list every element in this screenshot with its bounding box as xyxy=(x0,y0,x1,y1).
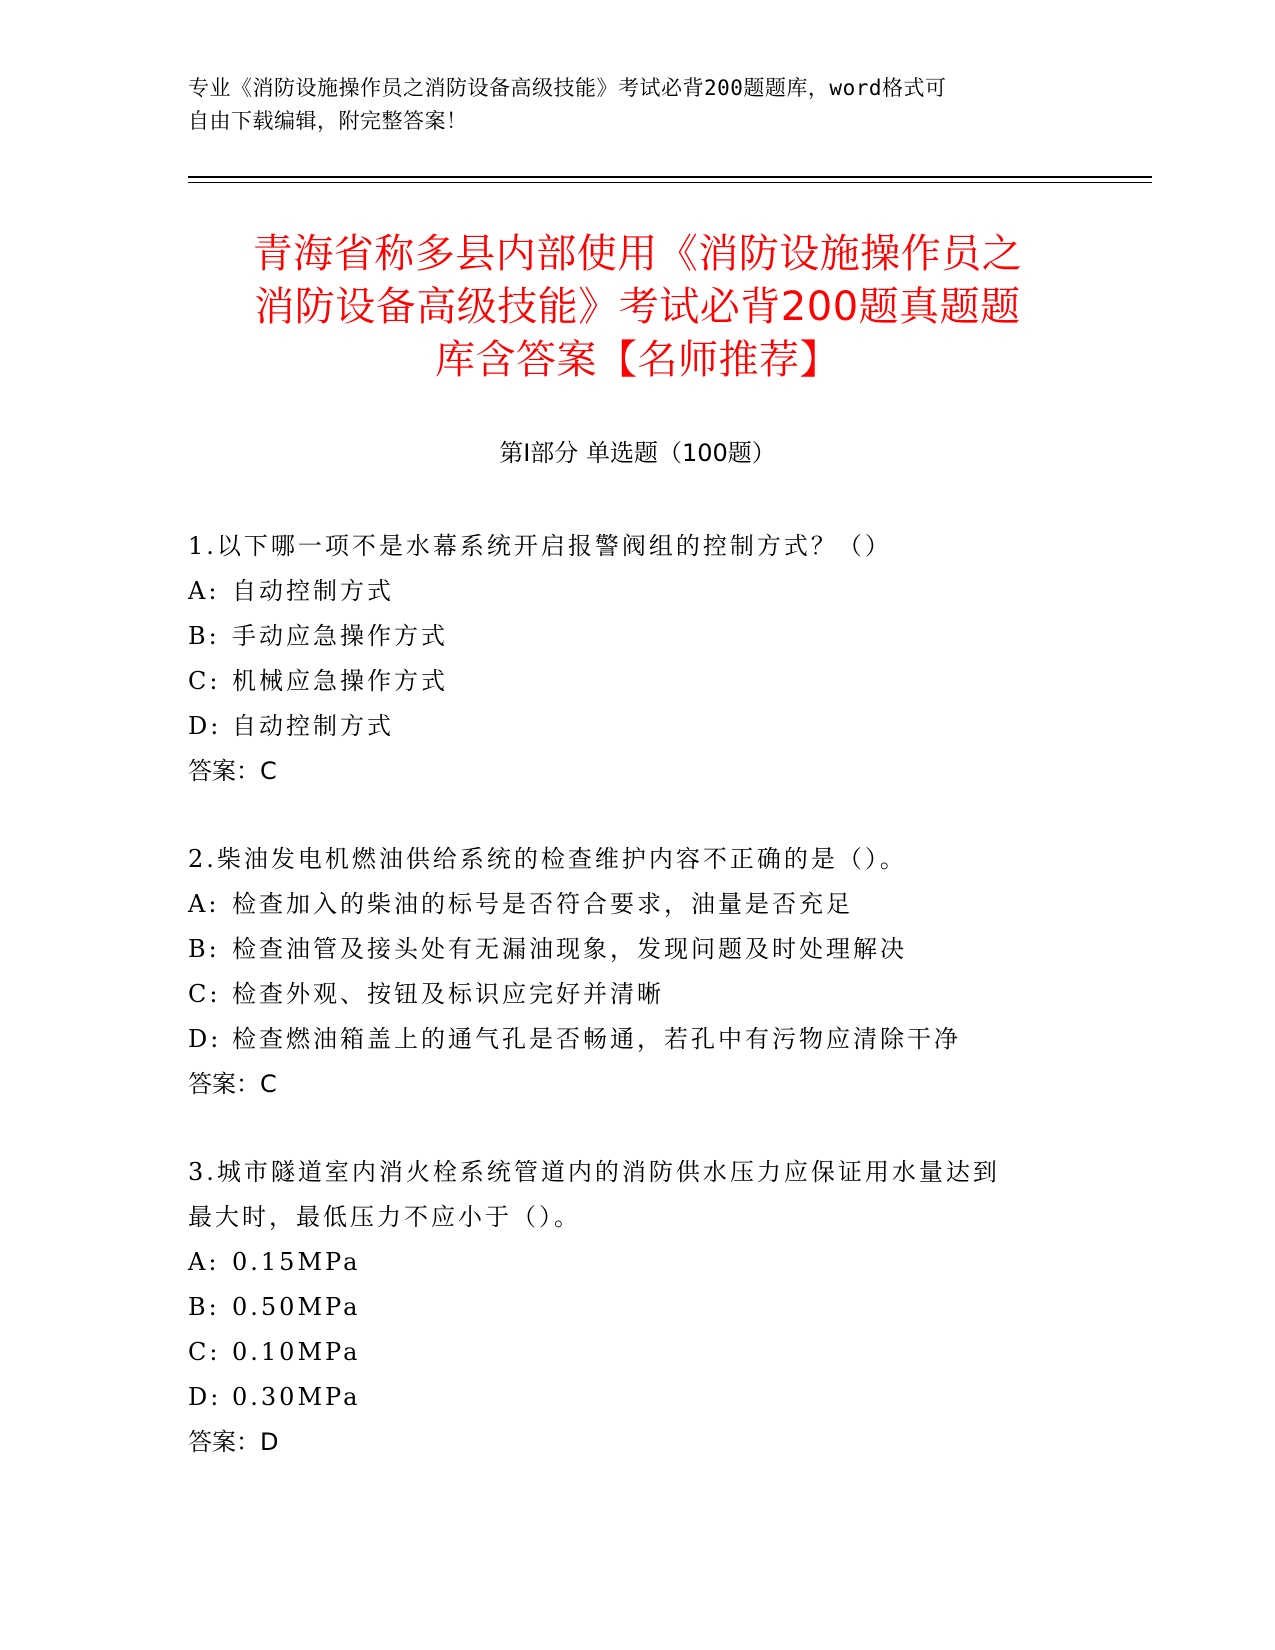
option-text: 手动应急操作方式 xyxy=(232,622,448,650)
title-line-1: 青海省称多县内部使用《消防设施操作员之 xyxy=(252,231,1023,277)
option-key: D: xyxy=(188,1025,222,1053)
answer: 答案：C xyxy=(188,757,277,785)
option-c xyxy=(188,972,1088,1017)
option-d xyxy=(188,704,1088,749)
option-key: A: xyxy=(188,577,220,605)
option-d xyxy=(188,1375,1088,1420)
question-list xyxy=(188,524,1088,1508)
option-key: D: xyxy=(188,712,222,740)
option-key: B: xyxy=(188,935,220,963)
document-title xyxy=(150,228,1125,387)
header-note-line-1: 专业《消防设施操作员之消防设备高级技能》考试必背200题题库，word格式可 xyxy=(188,76,947,100)
option-text: 0.15MPa xyxy=(232,1248,361,1276)
header-note-line-2: 自由下载编辑，附完整答案！ xyxy=(188,109,468,133)
option-key: C: xyxy=(188,980,221,1008)
header-note xyxy=(188,72,1068,138)
question-3 xyxy=(188,1150,1088,1465)
option-text: 检查油管及接头处有无漏油现象，发现问题及时处理解决 xyxy=(232,935,907,963)
section-title: 第Ⅰ部分 单选题（100题） xyxy=(499,439,776,467)
option-d xyxy=(188,1017,1088,1062)
option-text: 0.50MPa xyxy=(232,1293,361,1321)
option-key: A: xyxy=(188,890,220,918)
question-stem: 2.柴油发电机燃油供给系统的检查维护内容不正确的是（）。 xyxy=(188,845,907,873)
option-key: C: xyxy=(188,667,221,695)
option-a xyxy=(188,882,1088,927)
option-a xyxy=(188,1240,1088,1285)
question-1 xyxy=(188,524,1088,794)
option-text: 检查外观、按钮及标识应完好并清晰 xyxy=(232,980,664,1008)
option-key: B: xyxy=(188,622,220,650)
option-text: 自动控制方式 xyxy=(232,712,394,740)
question-stem-line-2: 最大时，最低压力不应小于（）。 xyxy=(188,1203,581,1231)
option-text: 0.10MPa xyxy=(232,1338,361,1366)
question-stem: 1.以下哪一项不是水幕系统开启报警阀组的控制方式？（） xyxy=(188,532,892,560)
option-text: 0.30MPa xyxy=(232,1383,361,1411)
option-text: 自动控制方式 xyxy=(232,577,394,605)
header-divider xyxy=(188,176,1152,183)
title-line-3: 库含答案【名师推荐】 xyxy=(435,337,840,383)
option-key: B: xyxy=(188,1293,220,1321)
question-2 xyxy=(188,837,1088,1107)
option-c xyxy=(188,1330,1088,1375)
option-key: D: xyxy=(188,1383,222,1411)
answer: 答案：C xyxy=(188,1070,277,1098)
option-b xyxy=(188,927,1088,972)
question-stem-line-1: 3.城市隧道室内消火栓系统管道内的消防供水压力应保证用水量达到 xyxy=(188,1158,1000,1186)
option-c xyxy=(188,659,1088,704)
option-text: 机械应急操作方式 xyxy=(232,667,448,695)
title-line-2: 消防设备高级技能》考试必背200题真题题 xyxy=(254,284,1021,330)
option-key: A: xyxy=(188,1248,220,1276)
option-a xyxy=(188,569,1088,614)
option-text: 检查燃油箱盖上的通气孔是否畅通，若孔中有污物应清除干净 xyxy=(232,1025,961,1053)
option-key: C: xyxy=(188,1338,221,1366)
option-text: 检查加入的柴油的标号是否符合要求，油量是否充足 xyxy=(232,890,853,918)
answer: 答案：D xyxy=(188,1428,279,1456)
option-b xyxy=(188,1285,1088,1330)
option-b xyxy=(188,614,1088,659)
